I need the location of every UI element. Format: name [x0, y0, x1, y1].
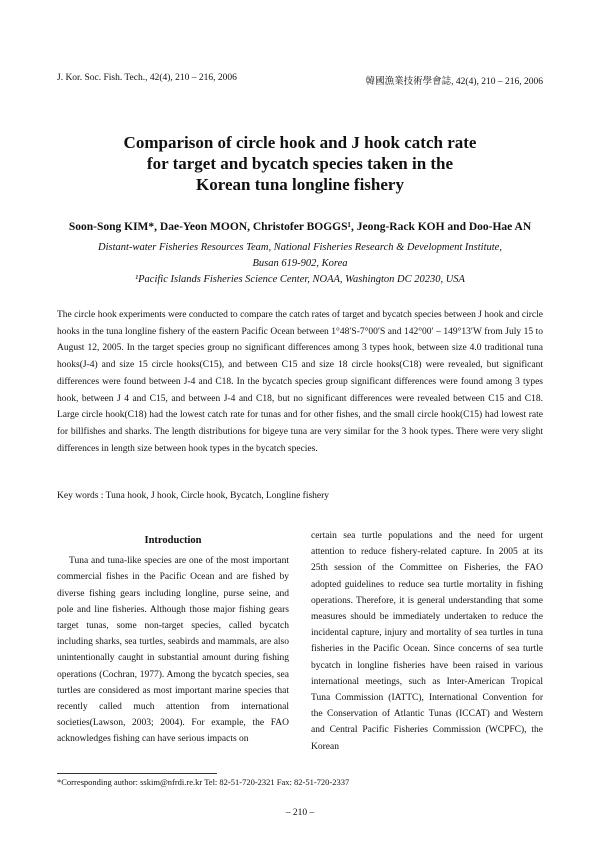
keywords: Key words : Tuna hook, J hook, Circle hook, Bycatch, Longline fishery	[57, 491, 330, 501]
right-column	[311, 528, 543, 755]
title-line-3: Korean tuna longline fishery	[196, 175, 404, 194]
footnote-divider	[57, 773, 217, 774]
author-list: Soon-Song KIM*, Dae-Yeon MOON, Christofer BOGGS¹, Jeong-Rack KOH and Doo-Hae AN	[68, 221, 532, 233]
title-line-1: Comparison of circle hook and J hook catch rate	[123, 133, 477, 152]
journal-citation-left: J. Kor. Soc. Fish. Tech., 42(4), 210 – 216, 2006	[57, 73, 237, 83]
intro-paragraph-continued: certain sea turtle populations and the need for urgent attention to reduce fishery-related capture. In 2005 at its 25th session of the Committee on Fisheries, the FAO adopted guidelines to reduce sea turtle mortality in fishing operations. Therefore, it is general understanding that some measures should be immediately undertaken to reduce the incidental capture, injury and mortality of sea turtles in tuna fisheries in the Pacific Ocean. Since concerns of sea turtle bycatch in longline fisheries have been raised in various international meetings, such as Inter-American Tropical Tuna Commission (IATTC), International Convention for the Conservation of Atlantic Tunas (ICCAT) and Western and Central Pacific Fisheries Commission (WCPFC), the Korean	[311, 531, 543, 752]
section-heading-introduction: Introduction	[144, 535, 202, 546]
abstract: The circle hook experiments were conducted to compare the catch rates of target and bycatch species between J hook and circle hooks in the tuna longline fishery of the eastern Pacific Ocean between 1°48′S-7°00′S and 142°00′ – 149°13′W from July 15 to August 12, 2005. In the target species group no significant differences among 3 types hook, between size 4.0 traditional tuna hooks(J-4) and size 15 circle hooks(C15), and between C15 and size 18 circle hooks(C18) were revealed, but significant differences were found between J-4 and C18. In the bycatch species group significant differences were found among 3 types hook, between J 4 and C15, and between J-4 and C18, but no significant differences were revealed between C15 and C18. Large circle hook(C18) had the lowest catch rate for tunas and for other fishes, and the small circle hook(C15) had lowest rate for billfishes and sharks. The length distributions for bigeye tuna are very similar for the 3 hook types. There were very slight differences in length size between hook types in the bycatch species.	[57, 310, 543, 454]
left-column	[57, 533, 289, 748]
page-number: – 210 –	[285, 808, 315, 818]
title-line-2: for target and bycatch species taken in the	[146, 154, 454, 173]
affiliation-line-1: Distant-water Fisheries Resources Team, National Fisheries Research & Development Institute,	[98, 242, 502, 253]
paper-title	[0, 132, 600, 195]
journal-citation-right: 韓國漁業技術學會誌, 42(4), 210 – 216, 2006	[365, 77, 543, 87]
intro-paragraph-1: Tuna and tuna-like species are one of the most important commercial fishes in the Pacific Ocean and are fished by diverse fishing gears including longline, purse seine, and pole and line fisheries. Although those major fishing gears target tunas, some non-target species, called bycatch including sharks, sea turtles, seabirds and mammals, are also unintentionally caught in substantial amount during fishing operations (Cochran, 1977). Among the bycatch species, sea turtles are considered as most important marine species that recently called much attention from international societies(Lawson, 2003; 2004). For example, the FAO acknowledges fishing can have serious impacts on	[57, 556, 289, 745]
affiliation-primary	[0, 240, 600, 272]
affiliation-line-2: Busan 619-902, Korea	[252, 258, 348, 269]
affiliation-secondary: ¹Pacific Islands Fisheries Science Center, NOAA, Washington DC 20230, USA	[135, 274, 465, 285]
corresponding-author-footnote: *Corresponding author: sskim@nfrdi.re.kr Tel: 82-51-720-2321 Fax: 82-51-720-2337	[57, 777, 350, 787]
